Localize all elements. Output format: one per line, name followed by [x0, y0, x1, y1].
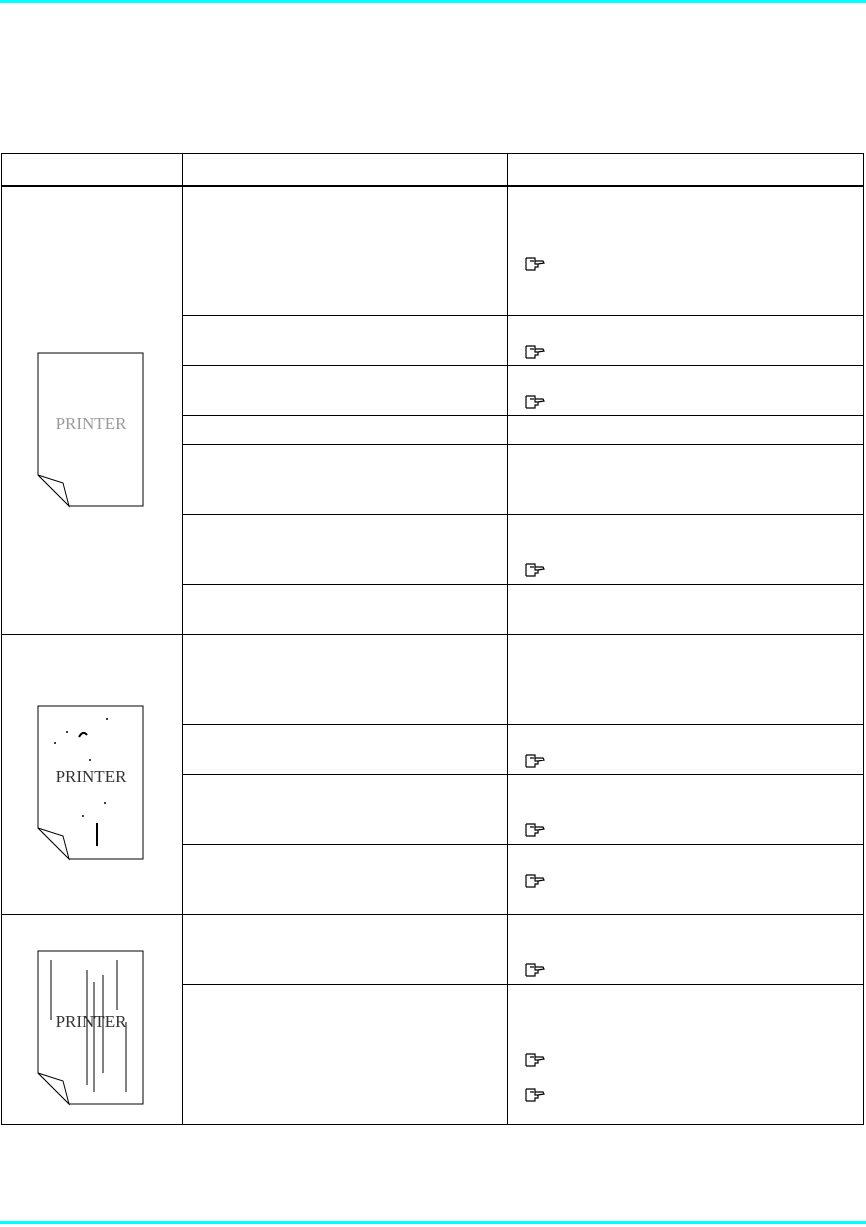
top-page-rule	[0, 0, 866, 3]
cause-cell	[183, 444, 508, 514]
sample-cell-lines	[2, 914, 183, 1124]
remedy-cell	[508, 584, 864, 634]
reference-hand-icon	[524, 961, 546, 979]
troubleshooting-table	[1, 153, 864, 1125]
cause-cell	[183, 774, 508, 844]
remedy-cell	[508, 634, 864, 724]
header-cause	[183, 154, 508, 187]
reference-hand-icon	[524, 343, 546, 361]
reference-hand-icon	[524, 1086, 546, 1104]
cause-cell	[183, 634, 508, 724]
reference-hand-icon	[524, 255, 546, 273]
printed-page-spots-icon	[37, 705, 145, 861]
cause-cell	[183, 415, 508, 444]
thumb-label: PRINTER	[55, 1011, 127, 1031]
reference-hand-icon	[524, 872, 546, 890]
table-row	[2, 186, 864, 315]
cause-cell	[183, 584, 508, 634]
reference-hand-icon	[524, 752, 546, 770]
sample-cell-spots	[2, 634, 183, 914]
cause-cell	[183, 914, 508, 984]
sample-cell-faint	[2, 186, 183, 634]
remedy-cell	[508, 844, 864, 914]
reference-hand-icon	[524, 561, 546, 579]
header-sample	[2, 154, 183, 187]
cause-cell	[183, 365, 508, 415]
thumb-label: PRINTER	[55, 414, 127, 433]
cause-cell	[183, 844, 508, 914]
header-remedy	[508, 154, 864, 187]
bottom-page-rule	[0, 1221, 866, 1224]
table-header-row	[2, 154, 864, 187]
remedy-cell	[508, 186, 864, 315]
remedy-cell	[508, 365, 864, 415]
printed-page-faint-icon	[37, 352, 145, 508]
cause-cell	[183, 514, 508, 584]
remedy-cell	[508, 914, 864, 984]
remedy-cell	[508, 984, 864, 1124]
cause-cell	[183, 724, 508, 774]
remedy-cell	[508, 444, 864, 514]
printed-page-vertical-lines-icon	[37, 950, 145, 1106]
remedy-cell	[508, 514, 864, 584]
remedy-cell	[508, 724, 864, 774]
remedy-cell	[508, 415, 864, 444]
table-row	[2, 634, 864, 724]
reference-hand-icon	[524, 1051, 546, 1069]
remedy-cell	[508, 315, 864, 365]
cause-cell	[183, 186, 508, 315]
cause-cell	[183, 315, 508, 365]
cause-cell	[183, 984, 508, 1124]
thumb-label: PRINTER	[55, 766, 127, 786]
remedy-cell	[508, 774, 864, 844]
reference-hand-icon	[524, 393, 546, 411]
table-row	[2, 914, 864, 984]
reference-hand-icon	[524, 821, 546, 839]
